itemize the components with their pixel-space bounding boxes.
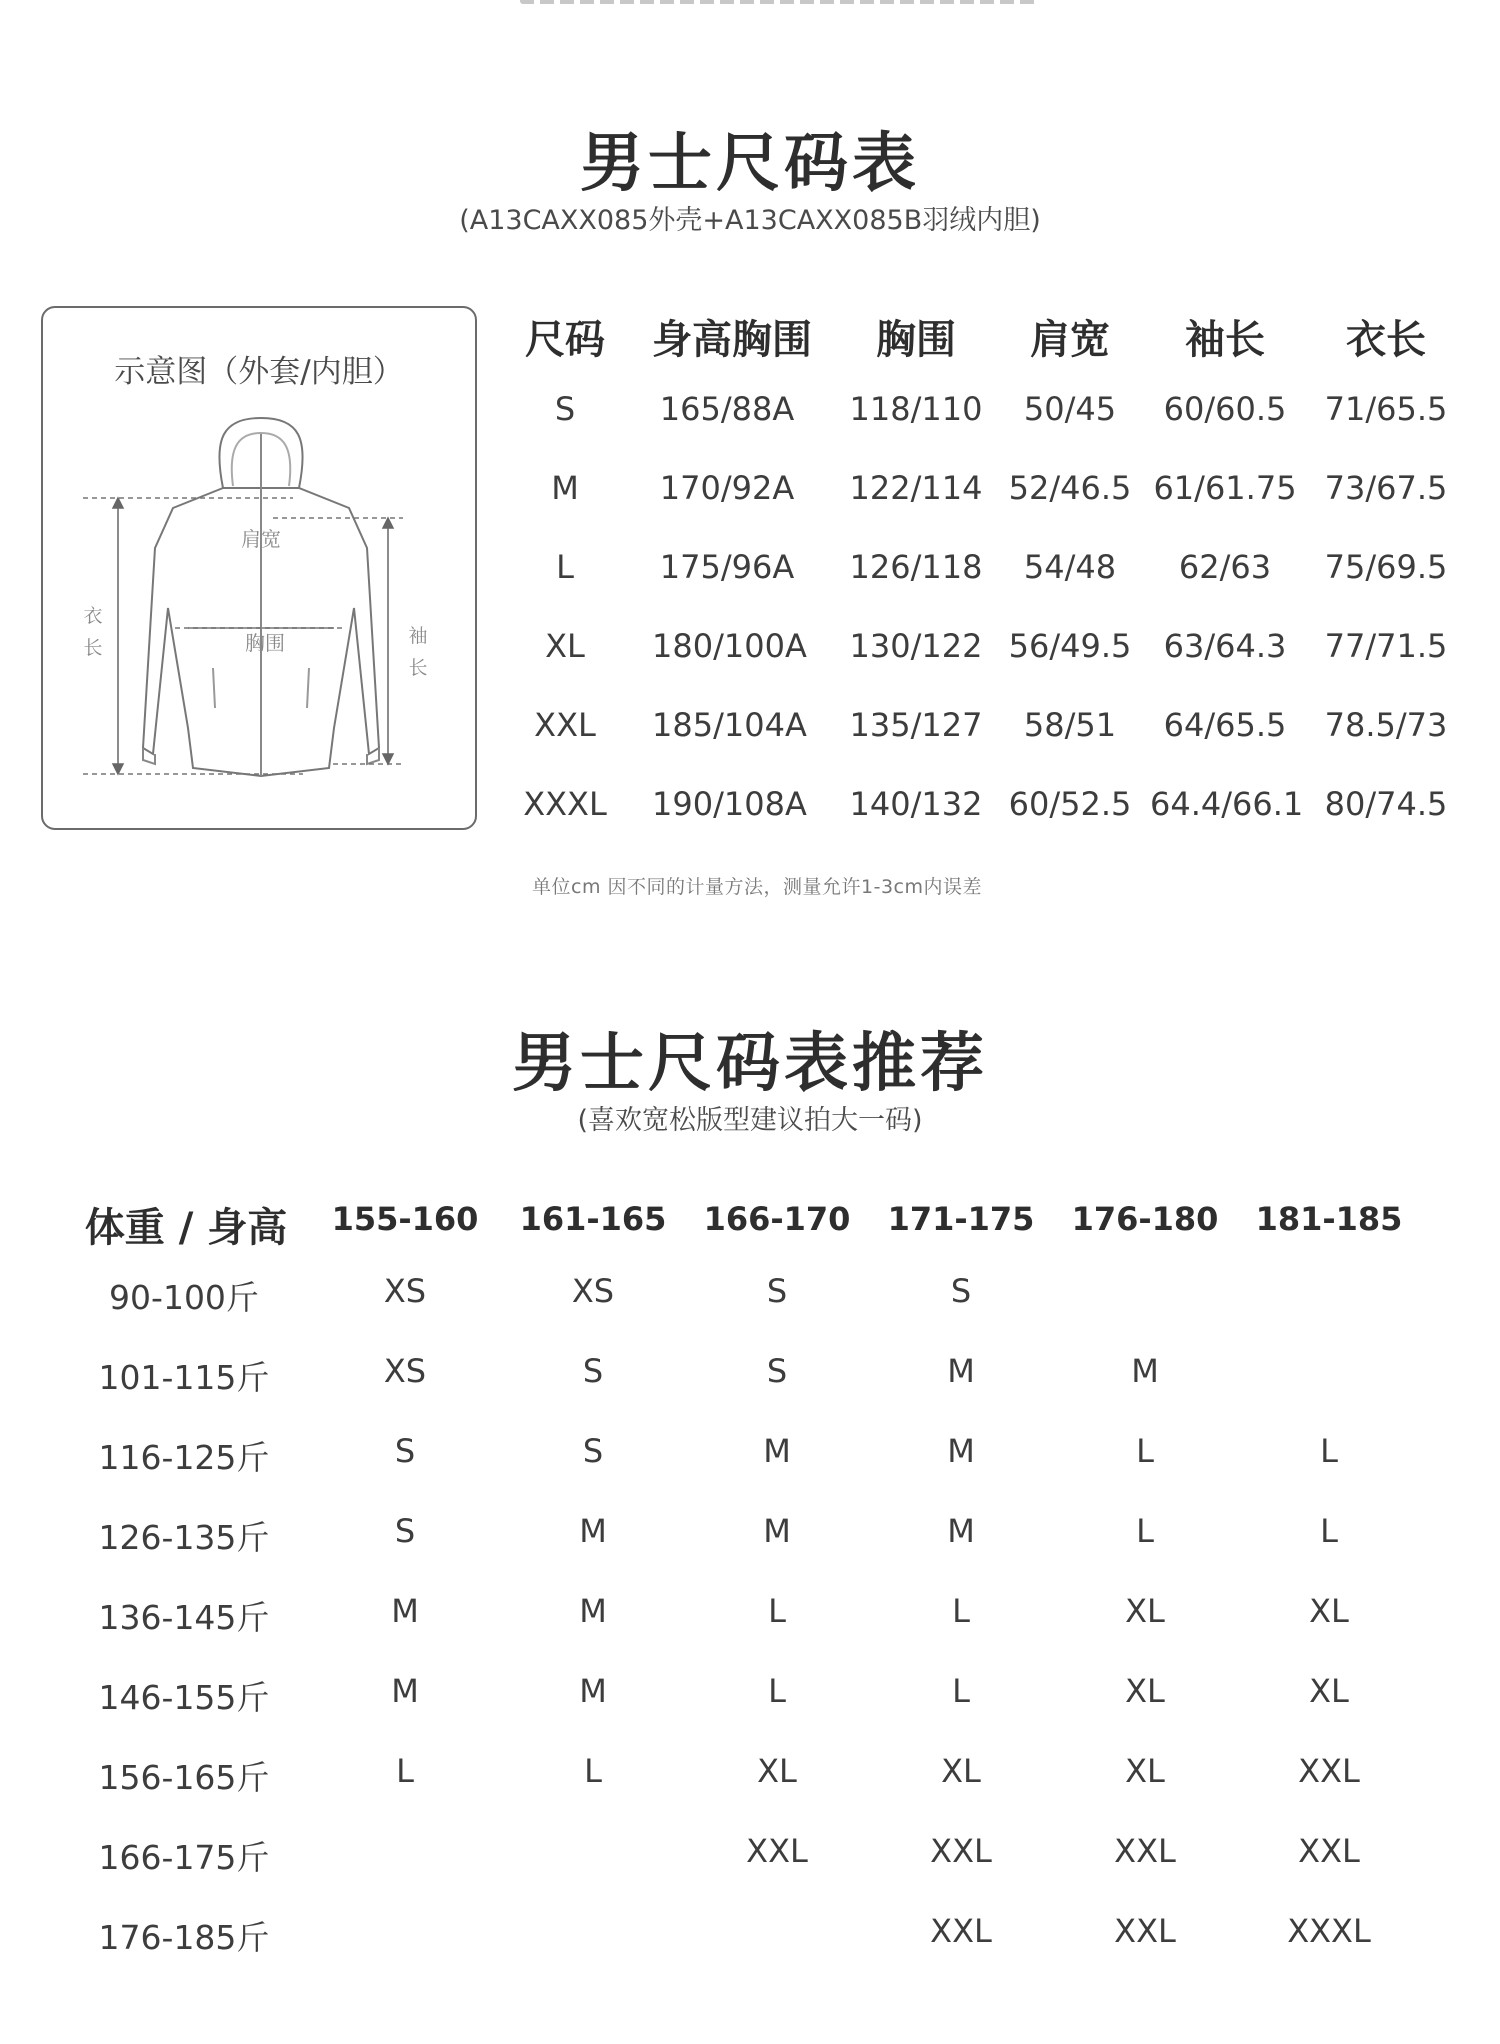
size-cell-height-chest: 180/100A	[652, 627, 807, 665]
recommended-size: XXL	[930, 1832, 992, 1870]
right-pocket	[307, 668, 309, 708]
weight-range: 126-135斤	[98, 1518, 270, 1557]
recommended-size: M	[947, 1432, 975, 1470]
recommended-size: XS	[383, 1272, 427, 1310]
header-sleeve: 袖长	[1185, 317, 1265, 363]
weight-range: 156-165斤	[98, 1758, 270, 1797]
recommended-size: M	[579, 1672, 607, 1710]
body-length-arrow-bottom	[113, 764, 123, 774]
recommended-size: XL	[757, 1752, 797, 1790]
recommendation-row	[0, 1752, 1500, 1822]
jacket-illustration	[43, 308, 479, 832]
header-shoulder: 肩宽	[1030, 317, 1110, 363]
recommended-size: M	[579, 1512, 607, 1550]
recommendation-row	[0, 1832, 1500, 1902]
size-cell-height-chest: 175/96A	[659, 548, 795, 586]
size-cell-chest: 140/132	[849, 785, 983, 823]
size-cell-size: XL	[545, 627, 585, 665]
recommended-size: S	[582, 1352, 604, 1390]
size-cell-sleeve: 63/64.3	[1163, 627, 1287, 665]
recommended-size: M	[391, 1592, 419, 1630]
size-cell-shoulder: 56/49.5	[1008, 627, 1132, 665]
height-col-6: 181-185	[1255, 1200, 1403, 1238]
size-cell-shoulder: 60/52.5	[1008, 785, 1132, 823]
recommended-size: XL	[1309, 1672, 1349, 1710]
size-cell-length: 71/65.5	[1324, 390, 1448, 428]
recommended-size: S	[394, 1512, 416, 1550]
size-cell-size: M	[551, 469, 579, 507]
size-cell-chest: 130/122	[849, 627, 983, 665]
recommended-size: XXL	[1298, 1752, 1360, 1790]
diagram-title: 示意图（外套/内胆）	[114, 354, 404, 390]
body-length-label-2: 长	[83, 637, 103, 659]
weight-range: 101-115斤	[98, 1358, 270, 1397]
recommended-size: M	[763, 1432, 791, 1470]
recommended-size: L	[768, 1592, 786, 1630]
weight-height-label: 体重 / 身高	[84, 1205, 288, 1251]
recommended-size: L	[1136, 1512, 1154, 1550]
size-cell-shoulder: 58/51	[1023, 706, 1117, 744]
recommended-size: XL	[941, 1752, 981, 1790]
recommended-size: XL	[1125, 1672, 1165, 1710]
weight-range: 176-185斤	[98, 1918, 270, 1957]
header-chest: 胸围	[876, 317, 956, 363]
sleeve-label-1: 袖	[408, 625, 428, 647]
recommended-size: XXL	[1114, 1832, 1176, 1870]
recommended-size: XXL	[1114, 1912, 1176, 1950]
recommended-size: XS	[571, 1272, 615, 1310]
size-cell-sleeve: 60/60.5	[1163, 390, 1287, 428]
recommended-size: S	[950, 1272, 972, 1310]
size-cell-size: S	[554, 390, 576, 428]
sleeve-arrow-bottom	[383, 754, 393, 764]
left-pocket	[213, 668, 215, 708]
recommended-size: S	[766, 1272, 788, 1310]
size-chart-subtitle: (A13CAXX085外壳+A13CAXX085B羽绒内胆)	[459, 205, 1041, 236]
recommendation-row	[0, 1512, 1500, 1582]
recommended-size: M	[391, 1672, 419, 1710]
sleeve-arrow-top	[383, 518, 393, 528]
recommended-size: M	[579, 1592, 607, 1630]
size-cell-size: XXL	[534, 706, 596, 744]
size-cell-length: 77/71.5	[1324, 627, 1448, 665]
recommendation-row	[0, 1272, 1500, 1342]
height-col-2: 161-165	[519, 1200, 667, 1238]
recommendation-subtitle: (喜欢宽松版型建议拍大一码)	[577, 1105, 923, 1136]
size-cell-height-chest: 165/88A	[659, 390, 795, 428]
recommended-size: L	[584, 1752, 602, 1790]
size-cell-height-chest: 190/108A	[652, 785, 807, 823]
recommended-size: XXL	[746, 1832, 808, 1870]
recommended-size: M	[1131, 1352, 1159, 1390]
recommended-size: L	[952, 1592, 970, 1630]
size-cell-chest: 126/118	[849, 548, 983, 586]
recommended-size: XS	[383, 1352, 427, 1390]
weight-range: 90-100斤	[109, 1278, 259, 1317]
size-cell-size: L	[556, 548, 574, 586]
size-cell-chest: 118/110	[849, 390, 983, 428]
size-cell-height-chest: 170/92A	[659, 469, 795, 507]
body-length-label-1: 衣	[83, 605, 103, 627]
recommended-size: XXL	[1298, 1832, 1360, 1870]
recommendation-title: 男士尺码表推荐	[512, 1027, 988, 1101]
size-cell-length: 80/74.5	[1324, 785, 1448, 823]
size-cell-shoulder: 54/48	[1023, 548, 1117, 586]
weight-range: 136-145斤	[98, 1598, 270, 1637]
recommendation-header	[0, 1200, 1500, 1270]
header-length: 衣长	[1346, 317, 1426, 363]
size-cell-sleeve: 64.4/66.1	[1150, 785, 1304, 823]
recommended-size: M	[947, 1352, 975, 1390]
recommended-size: M	[947, 1512, 975, 1550]
recommendation-row	[0, 1592, 1500, 1662]
recommended-size: S	[766, 1352, 788, 1390]
recommendation-row	[0, 1432, 1500, 1502]
recommendation-row	[0, 1672, 1500, 1742]
recommended-size: XXXL	[1287, 1912, 1371, 1950]
size-cell-sleeve: 62/63	[1178, 548, 1272, 586]
chest-label: 胸围	[245, 631, 285, 655]
recommended-size: L	[768, 1672, 786, 1710]
cropped-header-text	[520, 0, 1040, 4]
size-chart-title: 男士尺码表	[580, 127, 920, 201]
recommended-size: L	[952, 1672, 970, 1710]
size-cell-sleeve: 61/61.75	[1153, 469, 1297, 507]
size-cell-length: 75/69.5	[1324, 548, 1448, 586]
recommended-size: XL	[1125, 1592, 1165, 1630]
height-col-3: 166-170	[703, 1200, 851, 1238]
size-cell-shoulder: 52/46.5	[1008, 469, 1132, 507]
size-cell-shoulder: 50/45	[1023, 390, 1117, 428]
weight-range: 116-125斤	[98, 1438, 270, 1477]
recommendation-row	[0, 1912, 1500, 1982]
weight-range: 146-155斤	[98, 1678, 270, 1717]
height-col-1: 155-160	[331, 1200, 479, 1238]
recommended-size: L	[1320, 1512, 1338, 1550]
size-cell-length: 73/67.5	[1324, 469, 1448, 507]
recommended-size: L	[1320, 1432, 1338, 1470]
sleeve-label-2: 长	[408, 657, 428, 679]
size-cell-chest: 135/127	[849, 706, 983, 744]
recommended-size: XL	[1309, 1592, 1349, 1630]
size-cell-chest: 122/114	[849, 469, 983, 507]
shoulder-label: 肩宽	[241, 527, 281, 551]
recommended-size: L	[1136, 1432, 1154, 1470]
recommended-size: XXL	[930, 1912, 992, 1950]
header-height-chest: 身高胸围	[652, 317, 812, 363]
size-cell-height-chest: 185/104A	[652, 706, 807, 744]
recommended-size: L	[396, 1752, 414, 1790]
recommendation-row	[0, 1352, 1500, 1422]
recommended-size: S	[394, 1432, 416, 1470]
measurement-note: 单位cm 因不同的计量方法，测量允许1-3cm内误差	[532, 876, 982, 898]
recommended-size: M	[763, 1512, 791, 1550]
height-col-4: 171-175	[887, 1200, 1035, 1238]
size-cell-size: XXXL	[523, 785, 607, 823]
body-length-arrow-top	[113, 498, 123, 508]
size-cell-sleeve: 64/65.5	[1163, 706, 1287, 744]
header-size: 尺码	[525, 317, 605, 363]
recommended-size: S	[582, 1432, 604, 1470]
recommended-size: XL	[1125, 1752, 1165, 1790]
weight-range: 166-175斤	[98, 1838, 270, 1877]
jacket-diagram	[41, 306, 477, 830]
height-col-5: 176-180	[1071, 1200, 1219, 1238]
size-cell-length: 78.5/73	[1324, 706, 1448, 744]
